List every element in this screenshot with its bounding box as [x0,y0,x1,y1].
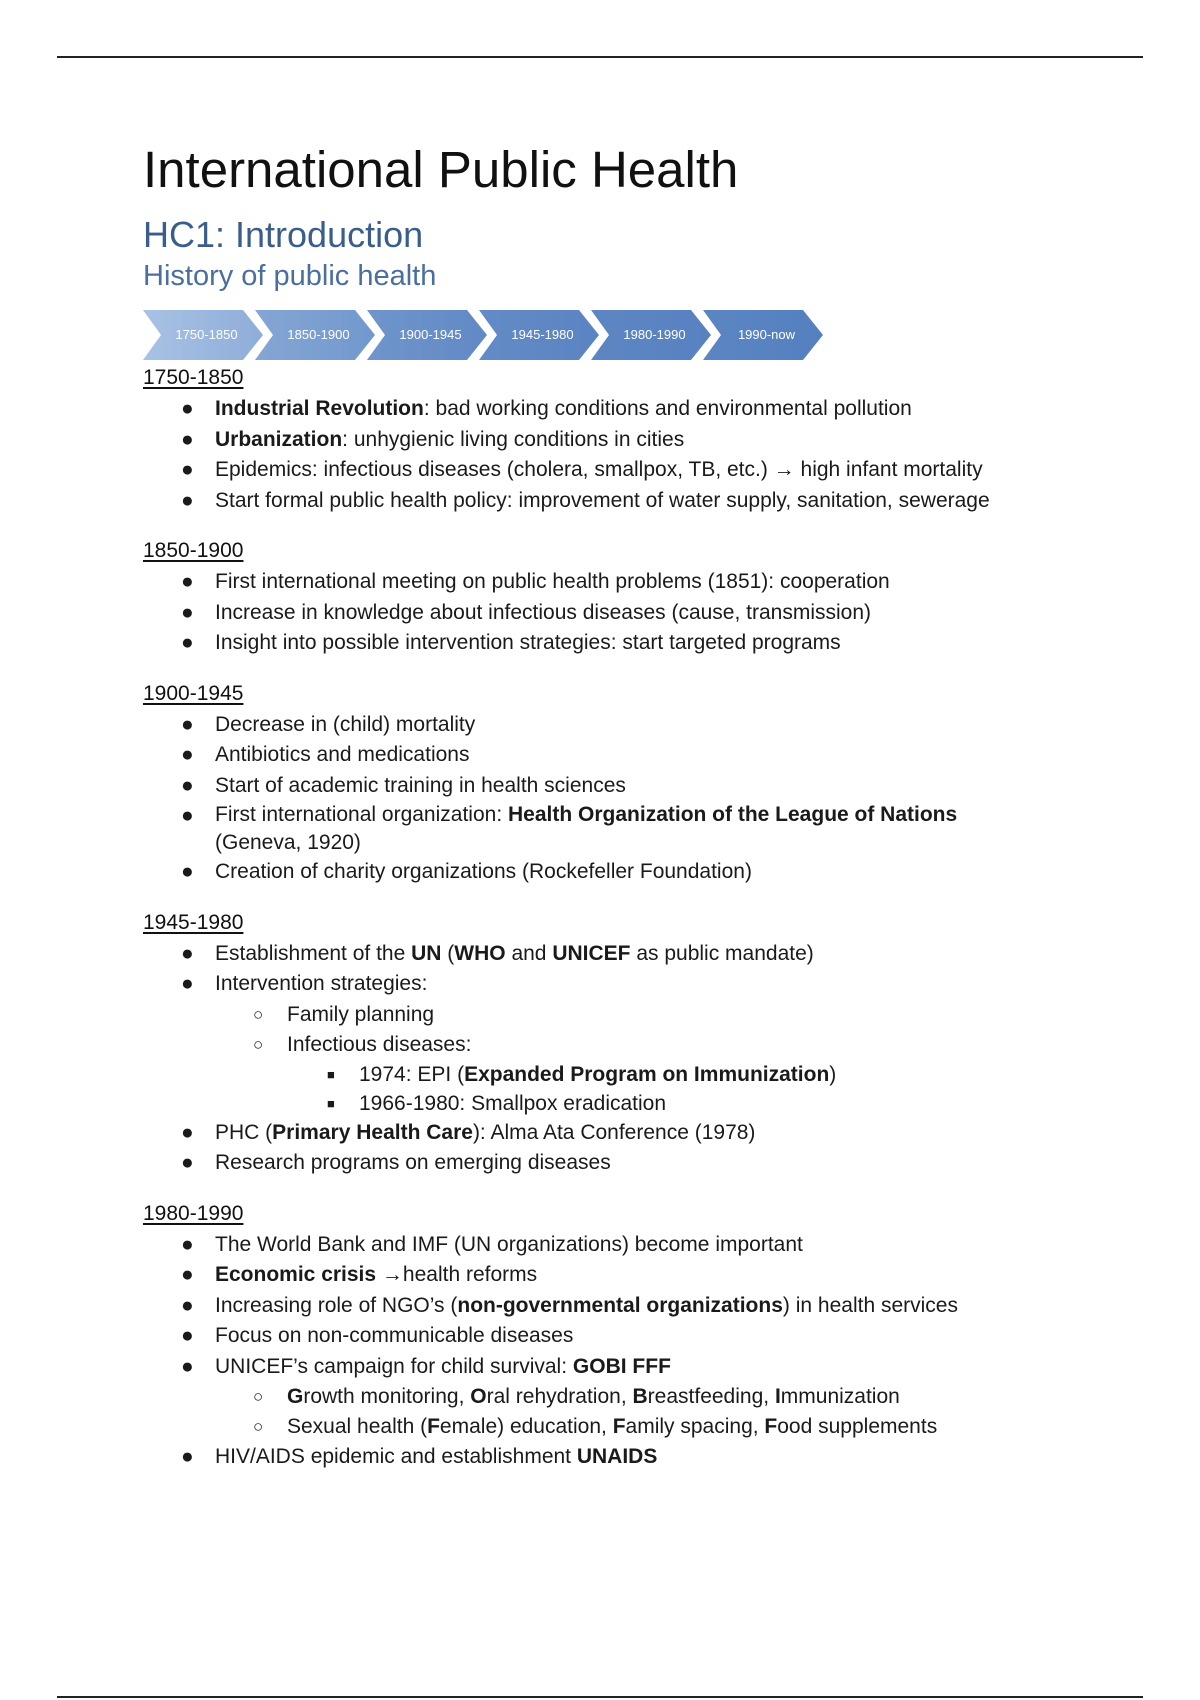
section-heading: History of public health [143,260,437,292]
bullet-list [143,1230,1063,1473]
item-text: Sexual health ( [287,1415,428,1438]
bullet-list [143,567,1063,659]
bullet-icon: ● [181,1120,194,1144]
sub-list-item [215,1412,1063,1442]
section-1980-1990 [143,1200,1063,1473]
section-1945-1980 [143,909,1063,1179]
chapter-heading: HC1: Introduction [143,214,424,255]
item-text: HIV/AIDS epidemic and establishment [215,1445,577,1468]
bullet-icon: ● [181,1232,194,1256]
bold-term: Expanded Program on Immunization [464,1062,830,1086]
timeline-label-1: 1750-1850 [175,327,238,342]
bullet-icon: ● [181,941,194,965]
item-text: emale) education, [439,1415,613,1438]
item-text: →health reforms [376,1263,538,1286]
item-text: mmunization [780,1385,900,1408]
bullet-icon: ● [181,427,194,451]
item-text: Insight into possible intervention strategies: start targeted programs [215,631,841,654]
item-text: ( [441,941,455,965]
item-text: First international organization: [215,803,508,826]
bold-term: Urbanization [215,427,343,451]
section-1900-1945 [143,680,1063,888]
timeline-label-4: 1945-1980 [511,327,574,342]
bullet-list [143,710,1063,888]
bullet-icon: ● [181,773,194,797]
circle-bullet-icon: ○ [253,1004,264,1024]
bullet-icon: ● [181,488,194,512]
sub-list-item [215,1000,1063,1030]
item-text: as public mandate) [630,941,814,965]
list-item [143,771,1063,802]
list-item [143,455,1063,486]
period-heading: 1750-1850 [143,366,244,389]
sub-list-item [215,1030,1063,1118]
list-item [143,567,1063,598]
bullet-icon: ● [181,631,194,654]
bold-letter: F [764,1415,778,1438]
item-text-continued: (Geneva, 1920) [215,831,361,854]
section-1750-1850 [143,364,1063,516]
list-item [143,1321,1063,1352]
item-text: 1966-1980: Smallpox eradication [359,1091,667,1115]
period-heading: 1900-1945 [143,681,244,705]
item-text: : bad working conditions and environmental pollution [423,397,912,420]
item-text: 1974: EPI ( [359,1062,465,1086]
item-text: The World Bank and IMF (UN organizations) become important [215,1232,803,1256]
bold-letter: F [612,1415,626,1438]
bold-term: GOBI FFF [572,1354,671,1378]
item-text: ) [829,1062,837,1086]
list-item [143,1260,1063,1291]
bold-letter: B [632,1385,648,1408]
period-heading: 1850-1900 [143,539,244,562]
list-item [143,425,1063,456]
document-title: International Public Health [143,141,739,198]
bullet-icon: ● [181,600,194,624]
circle-bullet-icon: ○ [253,1034,264,1054]
bold-term: Primary Health Care [272,1120,473,1144]
item-text: Start of academic training in health sciences [215,773,626,797]
sub-list [215,1000,1063,1118]
bold-term: UNICEF [552,941,631,965]
list-item [143,1230,1063,1261]
item-text: Increasing role of NGO’s ( [215,1293,458,1317]
list-item [143,857,1063,888]
bullet-icon: ● [181,570,194,593]
sub-sub-list-item [287,1089,1063,1118]
list-item [143,939,1063,970]
item-text: amily spacing, [625,1415,765,1438]
item-text: : unhygienic living conditions in cities [342,427,685,451]
item-text: ood supplements [777,1415,938,1438]
list-item [143,598,1063,629]
section-1850-1900 [143,537,1063,659]
bullet-icon: ● [181,860,194,883]
document-body [143,140,1063,1473]
bullet-list [143,939,1063,1179]
bullet-icon: ● [181,804,194,827]
bold-term: UNAIDS [576,1445,658,1468]
bullet-icon: ● [181,1263,194,1286]
item-text: ): Alma Ata Conference (1978) [472,1120,756,1144]
bullet-icon: ● [181,1151,194,1174]
bold-letter: I [774,1385,781,1408]
bold-term: non-governmental organizations [457,1293,783,1317]
bold-letter: G [287,1385,304,1408]
list-item [143,740,1063,771]
circle-bullet-icon: ○ [253,1417,264,1436]
bullet-icon: ● [181,712,194,736]
item-text: UNICEF’s campaign for child survival: [215,1354,573,1378]
bullet-icon: ● [181,1445,194,1468]
bold-letter: F [427,1415,440,1438]
timeline-label-5: 1980-1990 [623,327,686,342]
item-text: First international meeting on public health problems (1851): cooperation [215,570,890,593]
item-text: ral rehydration, [486,1385,633,1408]
item-text: Start formal public health policy: improvement of water supply, sanitation, sewerage [215,488,990,512]
timeline-label-6: 1990-now [737,327,796,342]
bullet-icon: ● [181,397,194,420]
item-text: Research programs on emerging diseases [215,1151,611,1174]
period-heading: 1945-1980 [143,910,244,934]
top-rule [57,56,1143,58]
item-text: Decrease in (child) mortality [215,712,476,736]
bullet-icon: ● [181,1324,194,1347]
list-item [143,1442,1063,1473]
bullet-icon: ● [181,972,194,995]
timeline-chevrons [143,306,833,364]
bold-term: WHO [454,941,506,965]
bold-term: Industrial Revolution [215,397,424,420]
timeline-label-3: 1900-1945 [399,327,462,342]
sub-list-item [215,1382,1063,1412]
timeline-label-2: 1850-1900 [287,327,350,342]
list-item [143,394,1063,425]
list-item [143,1291,1063,1322]
item-text: Focus on non-communicable diseases [215,1324,574,1347]
item-text: Creation of charity organizations (Rockefeller Foundation) [215,860,752,883]
item-text: Epidemics: infectious diseases (cholera, smallpox, TB, etc.) → high infant mortality [215,458,983,481]
item-text: ) in health services [782,1293,958,1317]
bold-term: Health Organization of the League of Nations [508,803,958,826]
item-text: rowth monitoring, [303,1385,471,1408]
item-text: Establishment of the [215,941,412,965]
square-bullet-icon: ■ [327,1066,335,1082]
item-text: Antibiotics and medications [215,743,470,766]
list-item [143,486,1063,517]
sub-sub-list-item [287,1060,1063,1089]
list-item [143,969,1063,1118]
bottom-rule [57,1696,1143,1698]
item-text: Family planning [287,1002,435,1026]
period-heading: 1980-1990 [143,1201,244,1225]
item-text: Infectious diseases: [287,1032,472,1056]
item-text: Increase in knowledge about infectious diseases (cause, transmission) [215,600,872,624]
bullet-icon: ● [181,1354,194,1378]
item-text: Intervention strategies: [215,972,428,995]
list-item [143,1148,1063,1179]
square-bullet-icon: ■ [327,1095,335,1111]
bold-term: UN [411,941,442,965]
list-item [143,801,1063,857]
bullet-icon: ● [181,743,194,766]
list-item [143,1352,1063,1443]
bullet-list [143,394,1063,516]
bold-letter: O [470,1385,487,1408]
list-item [143,628,1063,659]
bullet-icon: ● [181,458,194,481]
bold-term: Economic crisis [215,1263,377,1286]
sub-list [215,1382,1063,1442]
item-text: PHC ( [215,1120,273,1144]
sub-sub-list [287,1060,1063,1118]
list-item [143,1118,1063,1149]
item-text: reastfeeding, [647,1385,775,1408]
list-item [143,710,1063,741]
bullet-icon: ● [181,1293,194,1317]
circle-bullet-icon: ○ [253,1387,264,1406]
item-text: and [505,941,553,965]
